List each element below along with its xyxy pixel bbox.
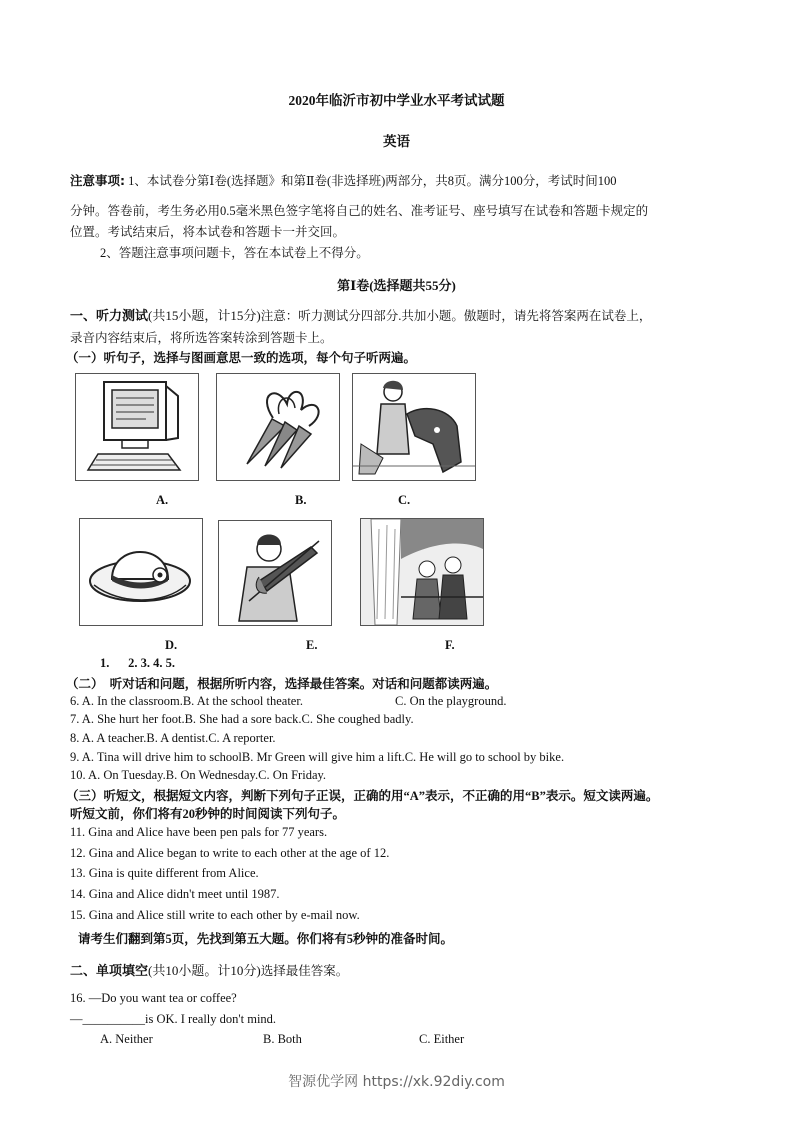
picture-c: [352, 373, 476, 481]
question-14: 14. Gina and Alice didn't meet until 1987.: [70, 887, 280, 901]
section1-note-2: 录音内容结束后，将所选答案转涂到答题卡上。: [70, 331, 333, 345]
notice-label: 注意事项:: [70, 173, 125, 188]
notice-line-1: [70, 171, 617, 189]
question-11: 11. Gina and Alice have been pen pals for 77 years.: [70, 825, 328, 839]
section1-heading-line: [70, 305, 651, 324]
hat-icon: [80, 519, 202, 625]
section1-sub2: （二） 听对话和问题，根据所听内容，选择最佳答案。对话和问题都读两遍。: [66, 677, 498, 691]
notice-line-4: 2、答题注意事项问题卡，答在本试卷上不得分。: [100, 246, 369, 260]
notice-line-3: 位置。考试结束后，将本试卷和答题卡一并交回。: [70, 225, 346, 239]
exam-title: 2020年临沂市初中学业水平考试试题: [288, 93, 505, 108]
picture-b-label: B.: [295, 493, 307, 507]
turn-page-note: 请考生们翻到第5页，先找到第五大题。你们将有5秒钟的准备时间。: [78, 932, 454, 946]
question-10: 10. A. On Tuesday.B. On Wednesday.C. On Friday.: [70, 768, 327, 782]
question-6-ab: 6. A. In the classroom.B. At the school theater.: [70, 694, 303, 708]
picture-e: [218, 520, 332, 626]
picture-b: [216, 373, 340, 481]
question-8: 8. A. A teacher.B. A dentist.C. A reporter.: [70, 731, 276, 745]
question-12: 12. Gina and Alice began to write to each other at the age of 12.: [70, 846, 390, 860]
section2-instruction: 选择最佳答案。: [260, 964, 349, 978]
section2-heading: 二、单项填空: [70, 964, 149, 979]
notice-line-2: 分钟。答卷前，考生务必用0.5毫米黑色签字笔将自己的姓名、准考证号、座号填写在试卷和答题卡规定的: [70, 204, 649, 218]
option-a: A. Neither: [100, 1032, 153, 1046]
subject-title: 英语: [383, 134, 410, 149]
picture-a-label: A.: [156, 493, 169, 507]
question-15: 15. Gina and Alice still write to each other by e-mail now.: [70, 908, 360, 922]
section1-note-1: 注意：听力测试分四部分.共加小题。傲题时，请先将答案两在试卷上，: [260, 309, 652, 323]
section2-heading-line: [70, 960, 348, 979]
section1-heading: 一、听力测试: [70, 309, 149, 324]
question-9: 9. A. Tina will drive him to schoolB. Mr Green will give him a lift.C. He will go to school by bike.: [70, 750, 565, 764]
girl-horse-icon: [353, 374, 475, 480]
option-c: C. Either: [419, 1032, 465, 1046]
section1-sub3-line2: 听短文前，你们将有20秒钟的时间阅读下列句子。: [70, 807, 346, 821]
picture-c-label: C.: [398, 493, 411, 507]
picture-e-label: E.: [306, 638, 318, 652]
watermark: 智源优学网 https://xk.92diy.com: [288, 1074, 505, 1090]
boy-violin-icon: [219, 521, 331, 625]
section1-heading-rest: (共15小题，计15分): [148, 308, 261, 323]
computer-icon: [76, 374, 198, 480]
question-6-c: C. On the playground.: [395, 694, 507, 708]
picture-f: [360, 518, 484, 626]
picture-a: [75, 373, 199, 481]
question-16-blank: —__________is OK. I really don't mind.: [70, 1012, 277, 1026]
picture-d-label: D.: [165, 638, 178, 652]
section1-sub1: （一）听句子，选择与图画意思一致的选项，每个句子听两遍。: [66, 351, 417, 365]
picture-d: [79, 518, 203, 626]
question-13: 13. Gina is quite different from Alice.: [70, 866, 259, 880]
carrots-icon: [217, 374, 339, 480]
notice-text-1: 1、本试卷分第Ⅰ卷(选择题》和第Ⅱ卷(非选择班)两部分，共8页。满分100分，考试时间100: [128, 174, 617, 188]
section2-heading-rest: (共10小题。计10分): [148, 963, 261, 978]
section1-sub3-line1: （三）听短文，根据短文内容，判断下列句子正误，正确的用“A”表示，不正确的用“B”表示。短文读两遍。: [66, 789, 659, 803]
question-6: [70, 694, 507, 709]
option-b: B. Both: [263, 1032, 302, 1046]
question-16: 16. —Do you want tea or coffee?: [70, 991, 237, 1005]
question-numbers: 1. 2. 3. 4. 5.: [100, 656, 175, 670]
part1-title: 第Ⅰ卷(选择题共55分): [337, 278, 456, 293]
picture-f-label: F.: [445, 638, 455, 652]
question-7: 7. A. She hurt her foot.B. She had a sore back.C. She coughed badly.: [70, 712, 414, 726]
waterfall-people-icon: [361, 519, 483, 625]
